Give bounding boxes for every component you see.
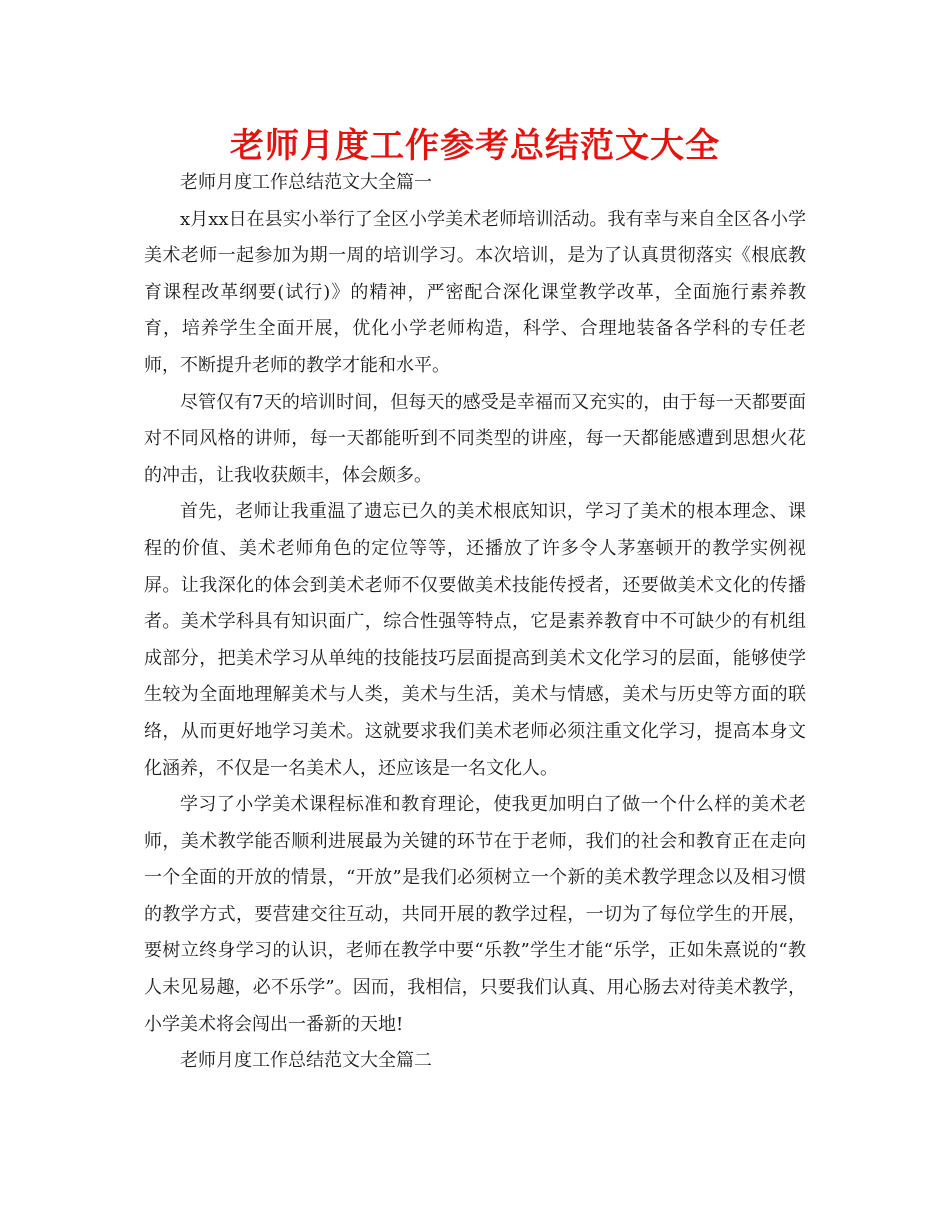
paragraph: 学习了小学美术课程标准和教育理论，使我更加明白了做一个什么样的美术老师，美术教学能否顺利进展最为关键的环节在于老师，我们的社会和教育正在走向一个全面的开放的情景，“开放”是我们必须树立一个新的美术教学理念以及相习惯的教学方式，要营建交往互动，共同开展的教学过程，一切为了每位学生的开展，要树立终身学习的认识，老师在教学中要“乐教”学生才能“乐学，正如朱熹说的“教人未见易趣，必不乐学”。因而，我相信，只要我们认真、用心肠去对待美术教学，小学美术将会闯出一番新的天地! — [144, 794, 806, 1035]
paragraph: 首先，老师让我重温了遗忘已久的美术根底知识，学习了美术的根本理念、课程的价值、美术老师角色的定位等等，还播放了许多令人茅塞顿开的教学实例视屏。让我深化的体会到美术老师不仅要做美术技能传授者，还要做美术文化的传播者。美术学科具有知识面广，综合性强等特点，它是素养教育中不可缺少的有机组成部分，把美术学习从单纯的技能技巧层面提高到美术文化学习的层面，能够使学生较为全面地理解美术与人类，美术与生活，美术与情感，美术与历史等方面的联络，从而更好地学习美术。这就要求我们美术老师必须注重文化学习，提高本身文化涵养，不仅是一名美术人，还应该是一名文化人。 — [144, 501, 806, 779]
section-heading-1: 老师月度工作总结范文大全篇一 — [180, 172, 432, 193]
document-title: 老师月度工作参考总结范文大全 — [230, 126, 720, 166]
paragraph: x月xx日在县实小举行了全区小学美术老师培训活动。我有幸与来自全区各小学美术老师一起参加为期一周的培训学习。本次培训，是为了认真贯彻落实《根底教育课程改革纲要(试行)》的精神，严密配合深化课堂教学改革，全面施行素养教育，培养学生全面开展，优化小学老师构造，科学、合理地装备各学科的专任老师，不断提升老师的教学才能和水平。 — [144, 208, 806, 376]
section-heading-2: 老师月度工作总结范文大全篇二 — [180, 1050, 432, 1072]
document-body — [144, 165, 806, 1080]
paragraph: 尽管仅有7天的培训时间，但每天的感受是幸福而又充实的，由于每一天都要面对不同风格的讲师，每一天都能听到不同类型的讲座，每一天都能感遭到思想火花的冲击，让我收获颇丰，体会颇多。 — [144, 391, 806, 486]
